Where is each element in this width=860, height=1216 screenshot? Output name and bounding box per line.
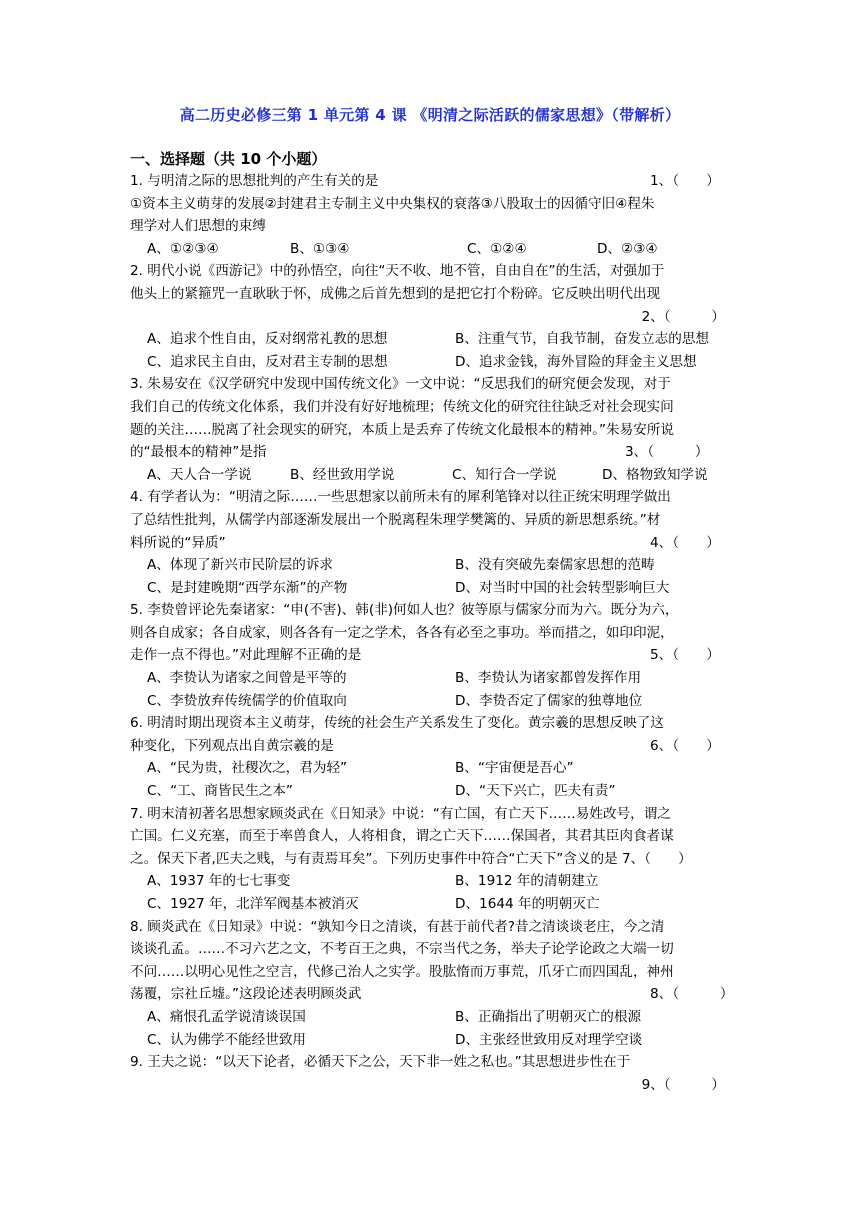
question-4-line (130, 532, 735, 555)
option-a: A、体现了新兴市民阶层的诉求 (147, 557, 334, 574)
option-c: C、李贽放弃传统儒学的价值取向 (147, 692, 347, 709)
option-b: B、经世致用学说 (290, 466, 395, 483)
question-6-answer-blank: 6、（ ） (650, 737, 720, 754)
question-1-line (130, 170, 735, 193)
question-2-line: 他头上的紧箍咒一直耿耿于怀，成佛之后首先想到的是把它打个粉碎。它反映出明代出现 (130, 285, 661, 302)
option-d: D、1644 年的明朝灭亡 (455, 896, 600, 912)
question-6-options (130, 757, 735, 780)
option-a: A、1937 年的七七事变 (147, 873, 291, 890)
question-7-line: 7. 明末清初著名思想家顾炎武在《日知录》中说：“有亡国，有亡天下……易姓改号，谓之 (130, 805, 671, 822)
question-1-answer-blank: 1、（ ） (650, 173, 720, 189)
option-c: C、是封建晚期“西学东渐”的产物 (147, 579, 348, 596)
question-8-stem-end: 荡覆，宗社丘墟。”这段论述表明顾炎武 (130, 986, 362, 1003)
option-c: C、知行合一学说 (452, 466, 557, 483)
question-2-line: 2. 明代小说《西游记》中的孙悟空，向往“天不收、地不管，自由自在”的生活，对强加于 (130, 263, 665, 280)
option-b: B、“宇宙便是吾心” (455, 760, 574, 777)
question-1-line: 理学对人们思想的束缚 (130, 218, 266, 235)
question-1-options (130, 238, 735, 261)
question-2-options (130, 351, 735, 374)
question-3-line: 我们自己的传统文化体系，我们并没有好好地梳理；传统文化的研究往往缺乏对社会现实问 (130, 398, 674, 415)
question-2-options (130, 328, 735, 351)
question-list (130, 170, 735, 1096)
question-7-line: 亡国。仁义充塞，而至于率兽食人，人将相食，谓之亡天下……保国者，其君其臣肉食者谋 (130, 828, 674, 845)
question-3-options (130, 464, 735, 487)
page-title: 高二历史必修三第 1 单元第 4 课 《明清之际活跃的儒家思想》（带解析） (179, 106, 681, 124)
option-b: B、1912 年的清朝建立 (455, 873, 599, 890)
option-a: A、追求个性自由，反对纲常礼教的思想 (147, 331, 388, 348)
option-d: D、②③④ (597, 240, 658, 257)
option-a: A、李贽认为诸家之间曾是平等的 (147, 670, 347, 687)
question-3-line: 题的关注……脱离了社会现实的研究，本质上是丢弃了传统文化最根本的精神。”朱易安所说 (130, 421, 674, 438)
question-5-line: 5. 李贽曾评论先秦诸家：“申(不害)、韩(非)何如人也？彼等原与儒家分而为六。既分为六， (130, 602, 679, 619)
question-8-line: 不问……以明心见性之空言，代修己治人之实学。股肱惰而万事荒，爪牙亡而四国乱，神州 (130, 963, 674, 980)
option-b: B、①③④ (290, 240, 350, 257)
question-9-line: 9. 王夫之说：“以天下论者，必循天下之公，天下非一姓之私也。”其思想进步性在于 (130, 1054, 631, 1071)
question-7-options (130, 870, 735, 893)
question-4-options (130, 554, 735, 577)
question-5-line: 则各自成家；各自成家，则各各有一定之学术，各各有必至之事功。举而措之，如印印泥， (130, 624, 674, 641)
option-c: C、追求民主自由，反对君主专制的思想 (147, 353, 388, 370)
option-b: B、正确指出了明朝灭亡的根源 (455, 1008, 642, 1025)
option-b: B、注重气节，自我节制，奋发立志的思想 (455, 331, 710, 348)
question-5-options (130, 667, 735, 690)
section-heading: 一、选择题（共 10 个小题） (130, 150, 327, 168)
option-a: A、痛恨孔孟学说清谈误国 (147, 1008, 306, 1025)
option-d: D、“天下兴亡，匹夫有责” (455, 783, 616, 800)
question-4-line: 4. 有学者认为：“明清之际……一些思想家以前所未有的犀利笔锋对以往正统宋明理学做出 (130, 489, 671, 506)
question-6-options (130, 780, 735, 803)
question-6-line: 6. 明清时期出现资本主义萌芽，传统的社会生产关系发生了变化。黄宗羲的思想反映了这 (130, 715, 664, 732)
option-c: C、①②④ (467, 240, 527, 257)
option-d: D、主张经世致用反对理学空谈 (455, 1031, 643, 1048)
question-1-line: ①资本主义萌芽的发展②封建君主专制主义中央集权的衰落③八股取士的因循守旧④程朱 (130, 195, 655, 212)
question-9-answer-blank: 9、（ ） (641, 1076, 725, 1093)
question-5-line (130, 644, 735, 667)
question-2-answer-blank: 2、（ ） (641, 308, 725, 325)
question-8-line: 8. 顾炎武在《日知录》中说：“孰知今日之清谈，有甚于前代者?昔之清谈谈老庄，今之清 (130, 918, 665, 935)
option-c: C、“工、商皆民生之本” (147, 783, 293, 800)
question-7-line: 之。保天下者,匹夫之贱，与有责焉耳矣”。下列历史事件中符合“亡天下”含义的是 7、（ ） (130, 850, 692, 867)
question-7-options (130, 893, 735, 916)
question-8-line: 谈谈孔孟。……不习六艺之文，不考百王之典，不宗当代之务，举夫子论学论政之大端一切 (130, 941, 674, 958)
question-3-line: 3. 朱易安在《汉学研究中发现中国传统文化》一文中说：“反思我们的研究便会发现，对于 (130, 376, 671, 393)
question-3-line (130, 441, 735, 464)
option-a: A、天人合一学说 (147, 466, 252, 483)
question-8-answer-blank: 8、（ ） (650, 986, 734, 1003)
option-c: C、认为佛学不能经世致用 (147, 1031, 307, 1048)
question-4-stem-end: 料所说的“异质” (130, 534, 226, 551)
option-d: D、对当时中国的社会转型影响巨大 (455, 579, 670, 596)
option-c: C、1927 年，北洋军阀基本被消灭 (147, 896, 359, 912)
question-4-answer-blank: 4、（ ） (650, 534, 720, 551)
option-b: B、李贽认为诸家都曾发挥作用 (455, 670, 642, 687)
question-5-options (130, 690, 735, 713)
question-6-line (130, 735, 735, 758)
question-1-stem: 1. 与明清之际的思想批判的产生有关的是 (130, 173, 379, 189)
question-4-options (130, 577, 735, 600)
question-5-answer-blank: 5、（ ） (650, 647, 720, 664)
option-a: A、①②③④ (147, 240, 219, 257)
question-8-options (130, 1006, 735, 1029)
option-a: A、“民为贵，社稷次之，君为轻” (147, 760, 348, 777)
question-8-options (130, 1029, 735, 1052)
option-d: D、追求金钱，海外冒险的拜金主义思想 (455, 353, 697, 370)
question-6-stem-end: 种变化，下列观点出自黄宗羲的是 (130, 737, 334, 754)
question-5-stem-end: 走作一点不得也。”对此理解不正确的是 (130, 647, 362, 664)
question-3-answer-blank: 3、（ ） (625, 444, 709, 461)
option-d: D、李贽否定了儒家的独尊地位 (455, 692, 643, 709)
question-3-stem-end: 的“最根本的精神”是指 (130, 444, 267, 461)
option-b: B、没有突破先秦儒家思想的范畴 (455, 557, 655, 574)
question-4-line: 了总结性批判，从儒学内部逐渐发展出一个脱离程朱理学樊篱的、异质的新思想系统。”材 (130, 511, 661, 528)
question-8-line (130, 983, 735, 1006)
option-d: D、格物致知学说 (602, 466, 708, 483)
